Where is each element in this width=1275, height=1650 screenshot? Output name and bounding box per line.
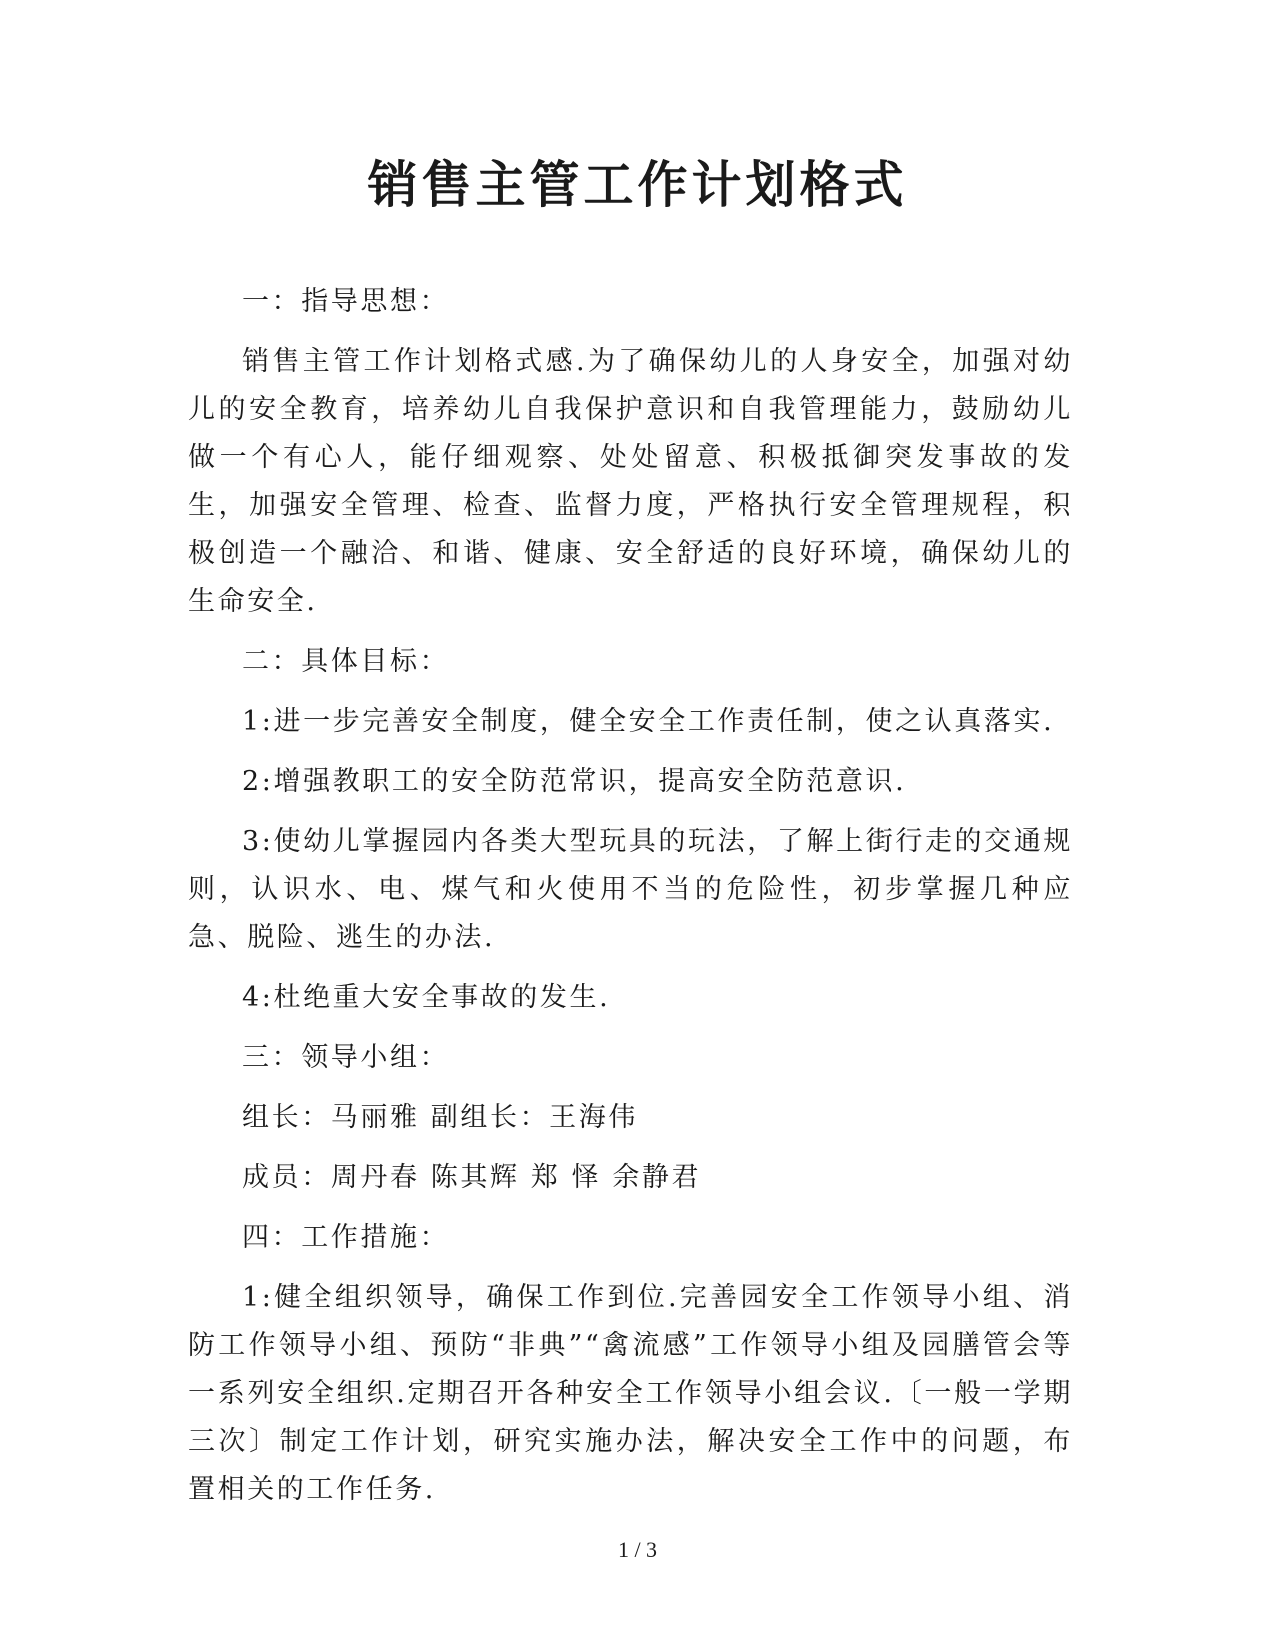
goal-item-3: 3:使幼儿掌握园内各类大型玩具的玩法，了解上街行走的交通规则，认识水、电、煤气和火使用不当的危险性，初步掌握几种应急、脱险、逃生的办法.: [188, 826, 1073, 953]
paragraph-guiding-ideology: 销售主管工作计划格式感.为了确保幼儿的人身安全，加强对幼儿的安全教育，培养幼儿自我保护意识和自我管理能力，鼓励幼儿做一个有心人，能仔细观察、处处留意、积极抵御突发事故的发生，加强安全管理、检查、监督力度，严格执行安全管理规程，积极创造一个融洽、和谐、健康、安全舒适的良好环境，确保幼儿的生命安全.: [188, 346, 1073, 617]
section-heading-work-measures: 四：工作措施：: [242, 1222, 450, 1253]
goal-item-2: 2:增强教职工的安全防范常识，提高安全防范意识.: [242, 766, 907, 797]
section-heading-specific-goals: 二：具体目标：: [242, 646, 450, 677]
group-leaders: 组长：马丽雅 副组长：王海伟: [242, 1102, 638, 1133]
document-body: [188, 278, 1073, 1526]
page-number: 1 / 3: [617, 1537, 658, 1562]
section-heading-leadership-group: 三：领导小组：: [242, 1042, 450, 1073]
section-heading-guiding-ideology: 一：指导思想：: [242, 286, 450, 317]
group-members: 成员：周丹春 陈其辉 郑 怿 余静君: [242, 1162, 702, 1193]
document-title: 销售主管工作计划格式: [367, 156, 908, 214]
measure-item-1: 1:健全组织领导，确保工作到位.完善园安全工作领导小组、消防工作领导小组、预防“非典”“禽流感”工作领导小组及园膳管会等一系列安全组织.定期召开各种安全工作领导小组会议.〔一般一学期三次〕制定工作计划，研究实施办法，解决安全工作中的问题，布置相关的工作任务.: [188, 1282, 1073, 1505]
goal-item-1: 1:进一步完善安全制度，健全安全工作责任制，使之认真落实.: [242, 706, 1055, 737]
goal-item-4: 4:杜绝重大安全事故的发生.: [242, 982, 611, 1013]
